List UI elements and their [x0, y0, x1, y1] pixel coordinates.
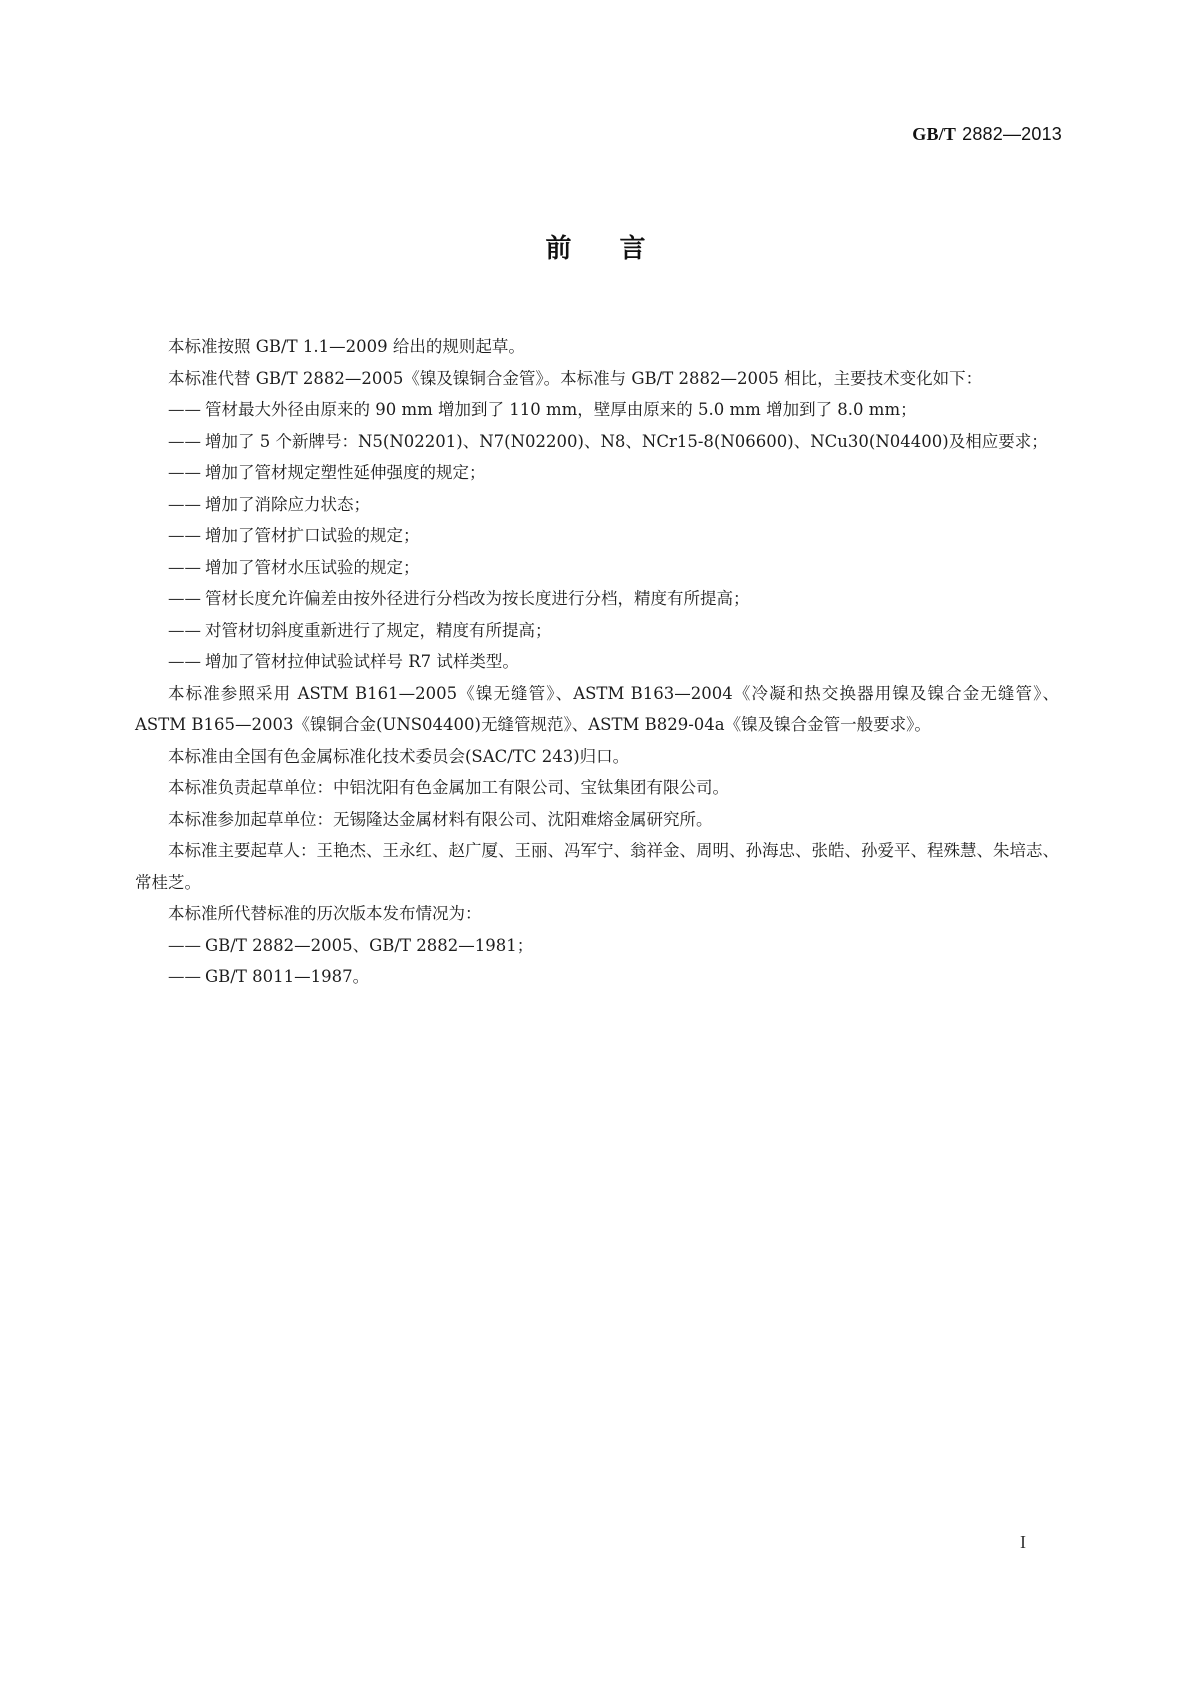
dash-bullet: ——: [168, 463, 201, 482]
history-list-item: —— GB/T 8011—1987。: [135, 961, 1059, 993]
paragraph-participating-drafters: 本标准参加起草单位：无锡隆达金属材料有限公司、沈阳难熔金属研究所。: [168, 809, 713, 829]
paragraph-references: 本标准参照采用 ASTM B161—2005《镍无缝管》、ASTM B163—2004《冷凝和热交换器用镍及镍合金无缝管》、ASTM B165—2003《镍铜合金(UNS04400)无缝管规范》、ASTM B829-04a《镍及镍合金管一般要求》。: [135, 683, 1059, 734]
dash-bullet: ——: [168, 935, 201, 955]
standard-code-number: 2882—2013: [962, 124, 1062, 144]
dash-bullet: ——: [168, 557, 201, 577]
standard-code-header: [912, 124, 1062, 145]
page-number: I: [1020, 1532, 1026, 1552]
change-list-item: —— 增加了管材扩口试验的规定；: [135, 520, 1059, 552]
page-title: 前言: [545, 234, 694, 264]
paragraph-replaces: 本标准代替 GB/T 2882—2005《镍及镍铜合金管》。本标准与 GB/T 2882—2005 相比，主要技术变化如下：: [168, 368, 983, 388]
dash-bullet: ——: [168, 652, 201, 671]
paragraph-version-history: 本标准所代替标准的历次版本发布情况为：: [168, 904, 482, 923]
history-list-item: —— GB/T 2882—2005、GB/T 2882—1981；: [135, 930, 1059, 962]
foreword-body: [135, 331, 1059, 993]
dash-bullet: ——: [168, 494, 201, 514]
dash-bullet: ——: [168, 400, 201, 419]
change-list-item: —— 增加了管材水压试验的规定；: [135, 552, 1059, 584]
paragraph-committee: 本标准由全国有色金属标准化技术委员会(SAC/TC 243)归口。: [168, 746, 630, 766]
paragraph-drafting-rules: 本标准按照 GB/T 1.1—2009 给出的规则起草。: [168, 337, 525, 356]
dash-bullet: ——: [168, 526, 201, 545]
standard-code-prefix: GB/T: [912, 124, 957, 144]
dash-bullet: ——: [168, 967, 201, 986]
change-list-item: —— 增加了 5 个新牌号：N5(N02201)、N7(N02200)、N8、NCr15-8(N06600)、NCu30(N04400)及相应要求；: [135, 426, 1059, 458]
change-list-item: —— 对管材切斜度重新进行了规定，精度有所提高；: [135, 615, 1059, 647]
change-list-item: —— 增加了消除应力状态；: [135, 489, 1059, 521]
change-list-item: —— 增加了管材拉伸试验试样号 R7 试样类型。: [135, 646, 1059, 678]
change-list-item: —— 增加了管材规定塑性延伸强度的规定；: [135, 457, 1059, 489]
dash-bullet: ——: [168, 620, 201, 640]
paragraph-lead-drafters: 本标准负责起草单位：中铝沈阳有色金属加工有限公司、宝钛集团有限公司。: [168, 778, 729, 797]
dash-bullet: ——: [168, 589, 201, 608]
paragraph-main-authors: 本标准主要起草人：王艳杰、王永红、赵广厦、王丽、冯军宁、翁祥金、周明、孙海忠、张皓、孙爱平、程殊慧、朱培志、常桂芝。: [135, 841, 1059, 892]
change-list-item: —— 管材最大外径由原来的 90 mm 增加到了 110 mm，壁厚由原来的 5.0 mm 增加到了 8.0 mm；: [135, 394, 1059, 426]
dash-bullet: ——: [168, 431, 201, 451]
change-list-item: —— 管材长度允许偏差由按外径进行分档改为按长度进行分档，精度有所提高；: [135, 583, 1059, 615]
